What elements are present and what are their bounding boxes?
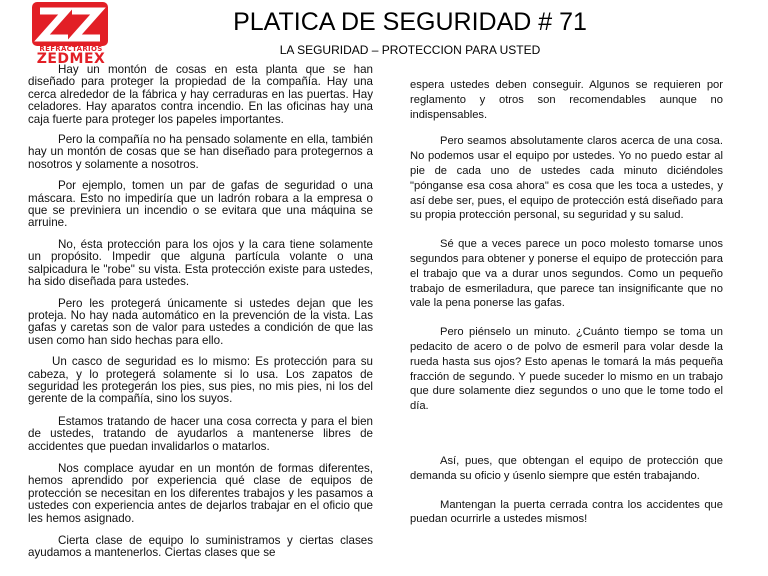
page-title: PLATICA DE SEGURIDAD # 71 <box>233 8 587 36</box>
right-column <box>410 78 723 527</box>
paragraph: No, ésta protección para los ojos y la cara tiene solamente un propósito. Impedir que alguna partícula volante o una salpicadura le "robe" su vista. Esta protección existe para ustedes, ha sido diseñada para ustedes. <box>28 237 373 289</box>
paragraph: espera ustedes deben conseguir. Algunos se requieren por reglamento y otros son recomendables aunque no indispensables. <box>410 79 723 121</box>
paragraph: Pero seamos absolutamente claros acerca de una cosa. No podemos usar el equipo por ustedes. Yo no puedo estar al pie de cada uno de ustedes cada minuto diciéndoles "pónganse esa cosa ahora" es cosa que les toca a ustedes, y así debe ser, pues, el equipo de protección está diseñado para su propia protección personal, su seguridad y su salud. <box>410 135 723 222</box>
paragraph: Pero piénselo un minuto. ¿Cuánto tiempo se toma un pedacito de acero o de polvo de esmeril para volar desde la rueda hasta sus ojos? Esto apenas le tomará la más pequeña fracción de segundo. Y puede suceder lo mismo en un trabajo que dure solamente diez segundos o uno que le tome todo el día. <box>410 326 723 413</box>
paragraph: Nos complace ayudar en un montón de formas diferentes, hemos aprendido por experiencia qué clase de equipos de protección se necesitan en los diferentes trabajos y les pasamos a ustedes con experiencia antes de dejarlos trabajar en el oficio que les hemos asignado. <box>28 461 373 525</box>
logo-line1: REFRACTARIOS <box>39 45 103 53</box>
paragraph: Así, pues, que obtengan el equipo de protección que demanda su oficio y úsenlo siempre que estén trabajando. <box>410 454 723 482</box>
paragraph: Hay un montón de cosas en esta planta que se han diseñado para proteger la propiedad de la compañía. Hay una cerca alrededor de la fábrica y hay cerraduras en las puertas. Hay celadores. Hay aparatos contra incendio. En las oficinas hay una caja fuerte para proteger los papeles importantes. <box>28 63 373 126</box>
logo-line2: ZEDMEX <box>36 51 106 67</box>
paragraph: Por ejemplo, tomen un par de gafas de seguridad o una máscara. Esto no impediría que un ladrón robara a la empresa o que se previniera un incendio o se evitara que una máquina se arruine. <box>28 179 373 230</box>
paragraph: Sé que a veces parece un poco molesto tomarse unos segundos para obtener y ponerse el equipo de protección para el trabajo que va a durar unos segundos. Como un pequeño trabajo de esmeriladura, que parece tan insignificante que no vale la pena ponerse las gafas. <box>410 238 723 310</box>
page-subtitle: LA SEGURIDAD – PROTECCION PARA USTED <box>279 43 541 57</box>
paragraph: Un casco de seguridad es lo mismo: Es protección para su cabeza, y lo protegerá solamente si lo usa. Los zapatos de seguridad les protegerán los pies, sus pies, no mis pies, ni los del gerente de la compañía, sino los suyos. <box>28 355 373 406</box>
company-logo <box>30 2 110 67</box>
paragraph: Pero les protegerá únicamente si ustedes dejan que les proteja. No hay nada automático en la prevención de la vista. Las gafas y caretas son de valor para ustedes a condición de que las usen como han sido hechas para ello. <box>28 296 373 347</box>
left-column <box>28 64 373 560</box>
paragraph: Mantengan la puerta cerrada contra los accidentes que puedan ocurrirle a ustedes mismos! <box>410 498 723 526</box>
paragraph: Pero la compañía no ha pensado solamente en ella, también hay un montón de cosas que se han diseñado para protegernos a nosotros y solamente a nosotros. <box>28 133 373 171</box>
paragraph: Cierta clase de equipo lo suministramos y ciertas clases ayudamos a mantenerlos. Ciertas clases que se <box>28 534 373 560</box>
paragraph: Estamos tratando de hacer una cosa correcta y para el bien de ustedes, tratando de ayudarlos a mantenerse libres de accidentes que puedan invalidarlos o matarlos. <box>28 414 373 453</box>
logo-mark <box>32 2 108 46</box>
